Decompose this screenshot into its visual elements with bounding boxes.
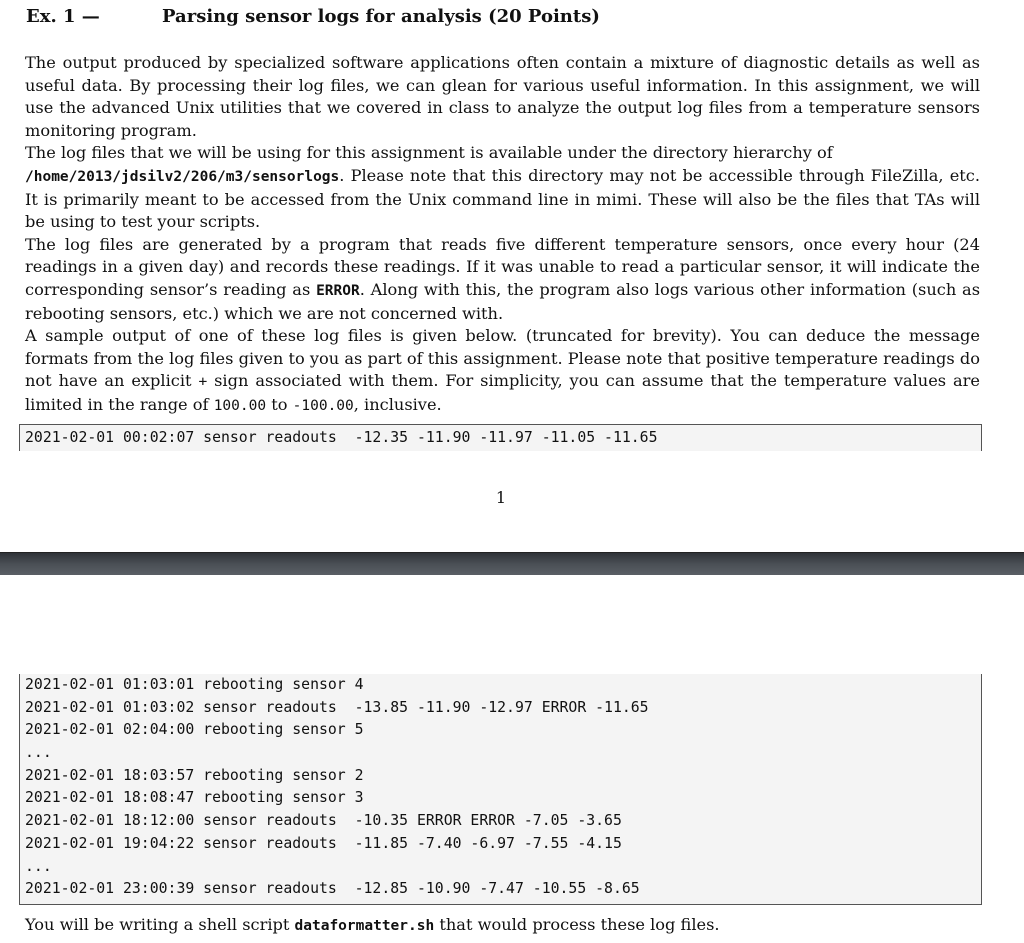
closing-sentence <box>25 915 720 934</box>
code-line: ... <box>25 857 52 875</box>
script-name: dataformatter.sh <box>294 918 435 934</box>
code-line: 2021-02-01 18:12:00 sensor readouts -10.35 ERROR ERROR -7.05 -3.65 <box>25 812 622 830</box>
paragraph-4-to: to <box>271 394 288 414</box>
paragraph-2-start: The log files that we will be using for this assignment is available under the directory hierarchy of <box>25 143 833 163</box>
paragraph-3 <box>25 234 980 325</box>
closing-start: You will be writing a shell script <box>25 915 290 934</box>
range-min: -100.00 <box>292 397 354 414</box>
page-separator <box>0 552 1024 575</box>
code-line: 2021-02-01 02:04:00 rebooting sensor 5 <box>25 721 364 739</box>
exercise-number: Ex. 1 — <box>26 6 100 27</box>
code-line: 2021-02-01 01:03:01 rebooting sensor 4 <box>25 676 364 693</box>
paragraph-1: The output produced by specialized software applications often contain a mixture of diagnostic details as well as useful data. By processing their log files, we can glean for various useful information. In this assignment, we will use the advanced Unix utilities that we covered in class to analyze the output log files from a temperature sensors monitoring program. <box>25 53 980 140</box>
paragraph-2 <box>25 142 980 233</box>
code-block-page-2 <box>19 674 982 905</box>
paragraph-2-end: . Please note that this directory may not be accessible through FileZilla, etc. It is primarily meant to be accessed from the Unix command line in mimi. These will also be the files that TAs will be using to test your scripts. <box>25 165 980 232</box>
paragraph-4 <box>25 325 980 417</box>
code-line: 2021-02-01 18:08:47 rebooting sensor 3 <box>25 789 364 807</box>
exercise-heading <box>26 6 600 27</box>
intro-text <box>25 52 980 418</box>
paragraph-4-end: , inclusive. <box>353 394 442 414</box>
sensorlogs-path: /home/2013/jdsilv2/206/m3/sensorlogs <box>25 168 340 185</box>
paragraph-3-start: The log files are generated by a program that reads five different temperature sensors, once every hour (24 readings in a given day) and records these readings. If it was unable to read a particular sensor, it will indicate the corresponding sensor’s reading as <box>25 234 980 299</box>
range-max: 100.00 <box>213 397 267 414</box>
code-block-page-1 <box>19 424 982 451</box>
paragraph-4-mid: sign associated with them. For simplicity, you can assume that the temperature values are limited in the range of <box>25 371 980 414</box>
code-line: 2021-02-01 01:03:02 sensor readouts -13.85 -11.90 -12.97 ERROR -11.65 <box>25 698 649 716</box>
closing-end: that would process these log files. <box>439 915 720 934</box>
code-line: 2021-02-01 00:02:07 sensor readouts -12.35 -11.90 -11.97 -11.05 -11.65 <box>25 429 658 446</box>
code-line: 2021-02-01 18:03:57 rebooting sensor 2 <box>25 766 364 784</box>
error-keyword: ERROR <box>316 282 360 299</box>
paragraph-4-start: A sample output of one of these log files is given below. (truncated for brevity). You can deduce the message formats from the log files given to you as part of this assignment. Please note that positive temperature readings do not have an explicit <box>25 326 980 391</box>
paragraph-3-end: . Along with this, the program also logs various other information (such as rebooting sensors, etc.) which we are not concerned with. <box>25 279 981 323</box>
code-line: ... <box>25 744 52 762</box>
document-page-2 <box>0 574 1024 943</box>
page-number: 1 <box>495 488 507 507</box>
plus-sign: + <box>198 374 208 391</box>
code-line: 2021-02-01 23:00:39 sensor readouts -12.85 -10.90 -7.47 -10.55 -8.65 <box>25 880 640 898</box>
code-line: 2021-02-01 19:04:22 sensor readouts -11.85 -7.40 -6.97 -7.55 -4.15 <box>25 834 622 852</box>
exercise-title: Parsing sensor logs for analysis (20 Points) <box>162 6 600 27</box>
